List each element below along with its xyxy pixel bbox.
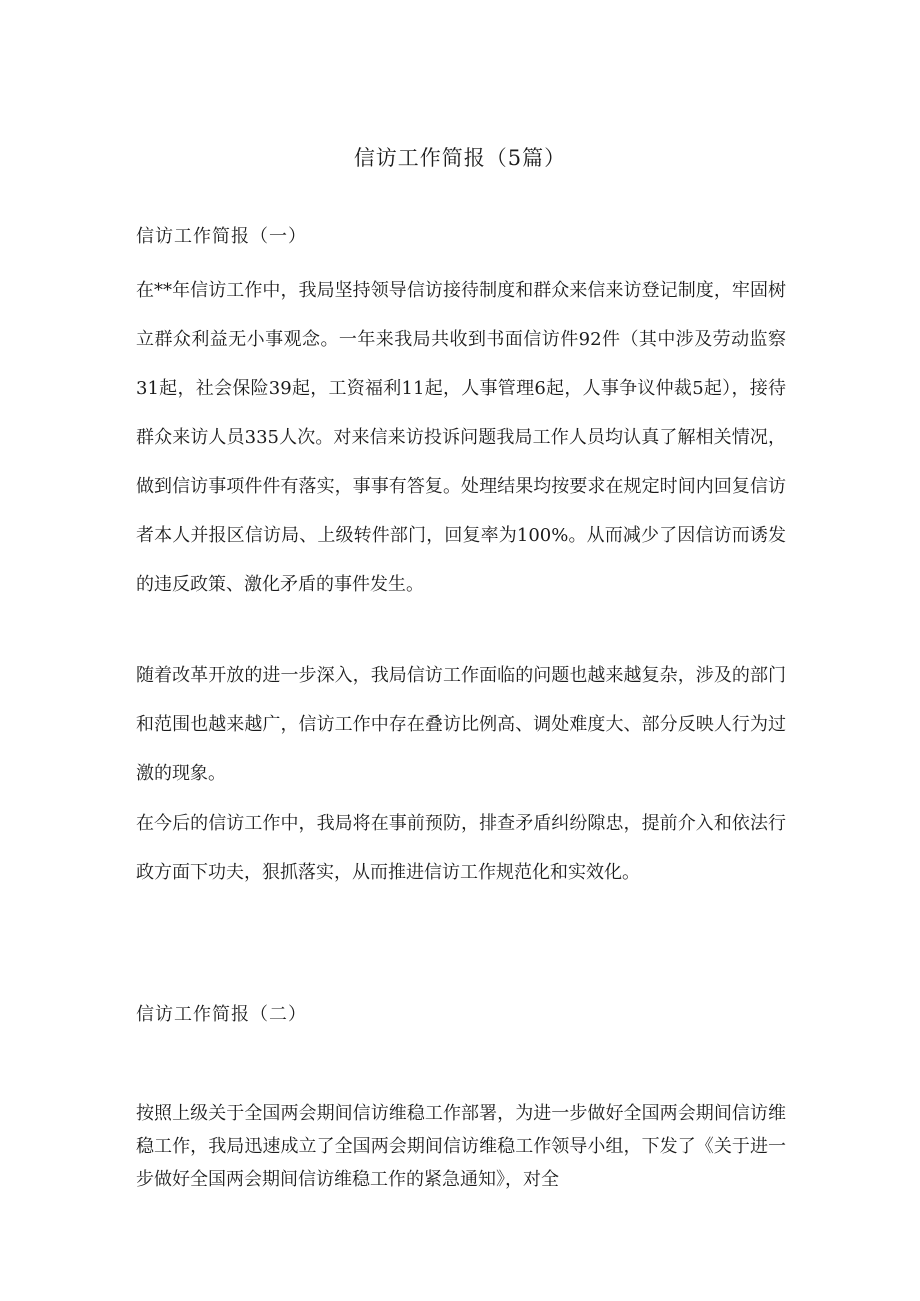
section-1-paragraph-1: 在**年信访工作中，我局坚持领导信访接待制度和群众来信来访登记制度，牢固树立群众利益无小事观念。一年来我局共收到书面信访件92件（其中涉及劳动监察31起，社会保险39起，工资福利11起，人事管理6起，人事争议仲裁5起），接待群众来访人员335人次。对来信来访投诉问题我局工作人员均认真了解相关情况，做到信访事项件件有落实，事事有答复。处理结果均按要求在规定时间内回复信访者本人并报区信访局、上级转件部门，回复率为100%。从而减少了因信访而诱发的违反政策、激化矛盾的事件发生。 [136,280,786,595]
section-heading-1: 信访工作简报（一） [136,226,307,247]
section-1-paragraph-3: 在今后的信访工作中，我局将在事前预防，排查矛盾纠纷隙忠，提前介入和依法行政方面下功夫，狠抓落实，从而推进信访工作规范化和实效化。 [136,813,786,883]
section-2-paragraph-1: 按照上级关于全国两会期间信访维稳工作部署，为进一步做好全国两会期间信访维稳工作，我局迅速成立了全国两会期间信访维稳工作领导小组，下发了《关于进一步做好全国两会期间信访维稳工作的紧急通知》，对全 [136,1103,786,1190]
section-heading-2: 信访工作简报（二） [136,1004,307,1025]
document-title: 信访工作简报（5篇） [353,146,567,170]
section-1-paragraph-2: 随着改革开放的进一步深入，我局信访工作面临的问题也越来越复杂，涉及的部门和范围也越来越广，信访工作中存在叠访比例高、调处难度大、部分反映人行为过激的现象。 [136,665,786,784]
